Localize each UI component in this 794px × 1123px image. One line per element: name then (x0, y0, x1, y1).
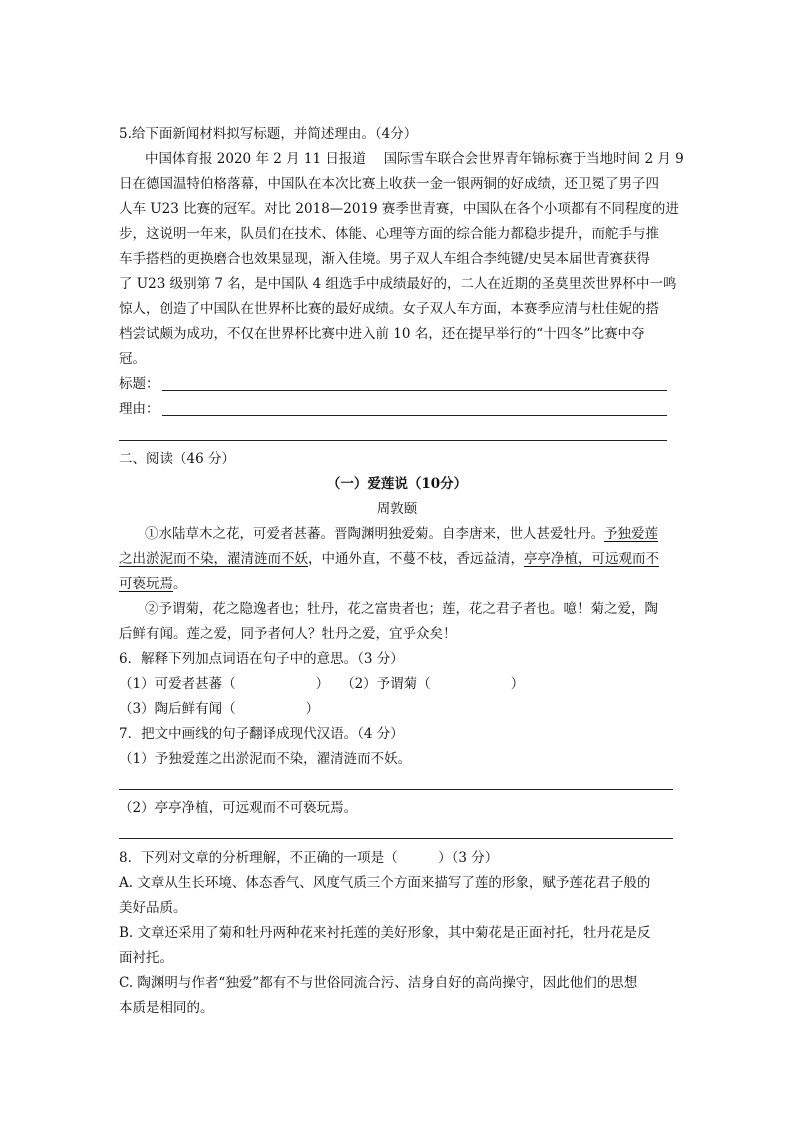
q7-answer-line-1[interactable] (119, 789, 673, 790)
section-heading: 二、阅读（46 分） (119, 451, 235, 467)
q8-option-c-cont: 本质是相同的。 (119, 1000, 214, 1016)
q6-items-row (119, 701, 319, 717)
passage-title: （一）爱莲说（10分） (326, 476, 468, 492)
q8-option-a-cont: 美好品质。 (119, 900, 187, 916)
passage-text: 。 (173, 576, 187, 592)
underlined-sentence: 亭亭净植，可远观而不 (524, 551, 659, 567)
q8-option-a: A. 文章从生长环境、体态香气、风度气质三个方面来描写了莲的形象，赋予莲花君子般的 (119, 875, 651, 891)
news-line: 档尝试颇为成功，不仅在世界杯比赛中进入前 10 名，还在提早举行的“十四冬”比赛中夺 (119, 326, 645, 342)
news-line: 车手搭档的更换磨合也效果显现，渐入佳境。男子双人车组合李纯键/史昊本届世青赛获得 (119, 251, 651, 267)
passage-text: ，中通外直，不蔓不枝，香远益清， (308, 551, 524, 567)
news-line: 人车 U23 比赛的冠军。对比 2018—2019 赛季世青赛，中国队在各个小项都有不同程度的进 (119, 201, 679, 217)
q8-prompt: 8．下列对文章的分析理解，不正确的一项是（ ）（3 分） (119, 850, 499, 866)
news-line: 步，这说明一年来，队员们在技术、体能、心理等方面的综合能力都稳步提升，而舵手与推 (119, 226, 659, 242)
underlined-sentence: 之出淤泥而不染，濯清涟而不妖 (119, 551, 308, 567)
q5-prompt: 5.给下面新闻材料拟写标题，并简述理由。（4分） (119, 126, 418, 142)
passage-line (119, 551, 659, 567)
q7-item1: （1）予独爱莲之出淤泥而不染，濯清涟而不妖。 (119, 751, 412, 767)
passage-line: 后鲜有闻。莲之爱，同予者何人？牡丹之爱，宜乎众矣！ (119, 626, 457, 642)
reason-answer-line[interactable] (162, 415, 667, 416)
q6-item3: （3）陶后鲜有闻（ (119, 701, 236, 717)
q6-close: ） (305, 701, 320, 717)
news-line: 惊人，创造了中国队在世界杯比赛的最好成绩。女子双人车方面，本赛季应清与杜佳妮的搭 (119, 301, 659, 317)
passage-text: ①水陆草木之花，可爱者甚蕃。晋陶渊明独爱菊。自李唐来，世人甚爱牡丹。 (145, 526, 604, 542)
reason-label: 理由： (119, 401, 160, 417)
q6-item2: （2）予谓菊（ (341, 676, 431, 692)
underlined-sentence: 可亵玩焉 (119, 576, 173, 592)
passage-line (145, 526, 658, 542)
passage-line (119, 576, 187, 592)
title-label: 标题： (119, 376, 160, 392)
q7-answer-line-2[interactable] (119, 838, 673, 839)
title-answer-line[interactable] (162, 390, 667, 391)
q8-option-c: C. 陶渊明与作者“独爱”都有不与世俗同流合污、洁身自好的高尚操守，因此他们的思想 (119, 975, 638, 991)
underlined-sentence: 予独爱莲 (604, 526, 658, 542)
q6-close: ） (510, 676, 525, 692)
q8-option-b-cont: 面衬托。 (119, 950, 173, 966)
news-line: 中国体育报 2020 年 2 月 11 日报道 国际雪车联合会世界青年锦标赛于当地时间 2 月 9 (145, 151, 684, 167)
reason-answer-line-2[interactable] (119, 440, 667, 441)
q7-item2: （2）亭亭净植，可远观而不可亵玩焉。 (119, 800, 358, 816)
q6-prompt: 6．解释下列加点词语在句子中的意思。（3 分） (119, 651, 404, 667)
news-line: 了 U23 级别第 7 名，是中国队 4 组选手中成绩最好的，二人在近期的圣莫里茨世界杯中一鸣 (119, 276, 677, 292)
passage-author: 周敦颐 (376, 501, 418, 517)
news-line: 冠。 (119, 351, 146, 367)
passage-line: ②予谓菊，花之隐逸者也；牡丹，花之富贵者也；莲，花之君子者也。噫！菊之爱，陶 (145, 601, 658, 617)
q7-prompt: 7．把文中画线的句子翻译成现代汉语。（4 分） (119, 726, 404, 742)
q8-option-b: B. 文章还采用了菊和牡丹两种花来衬托莲的美好形象，其中菊花是正面衬托，牡丹花是反 (119, 925, 651, 941)
news-line: 日在德国温特伯格落幕，中国队在本次比赛上收获一金一银两铜的好成绩，还卫冕了男子四 (119, 176, 659, 192)
q6-close: ） (315, 676, 330, 692)
q6-items-row (119, 676, 524, 692)
q6-item1: （1）可爱者甚蕃（ (119, 676, 236, 692)
